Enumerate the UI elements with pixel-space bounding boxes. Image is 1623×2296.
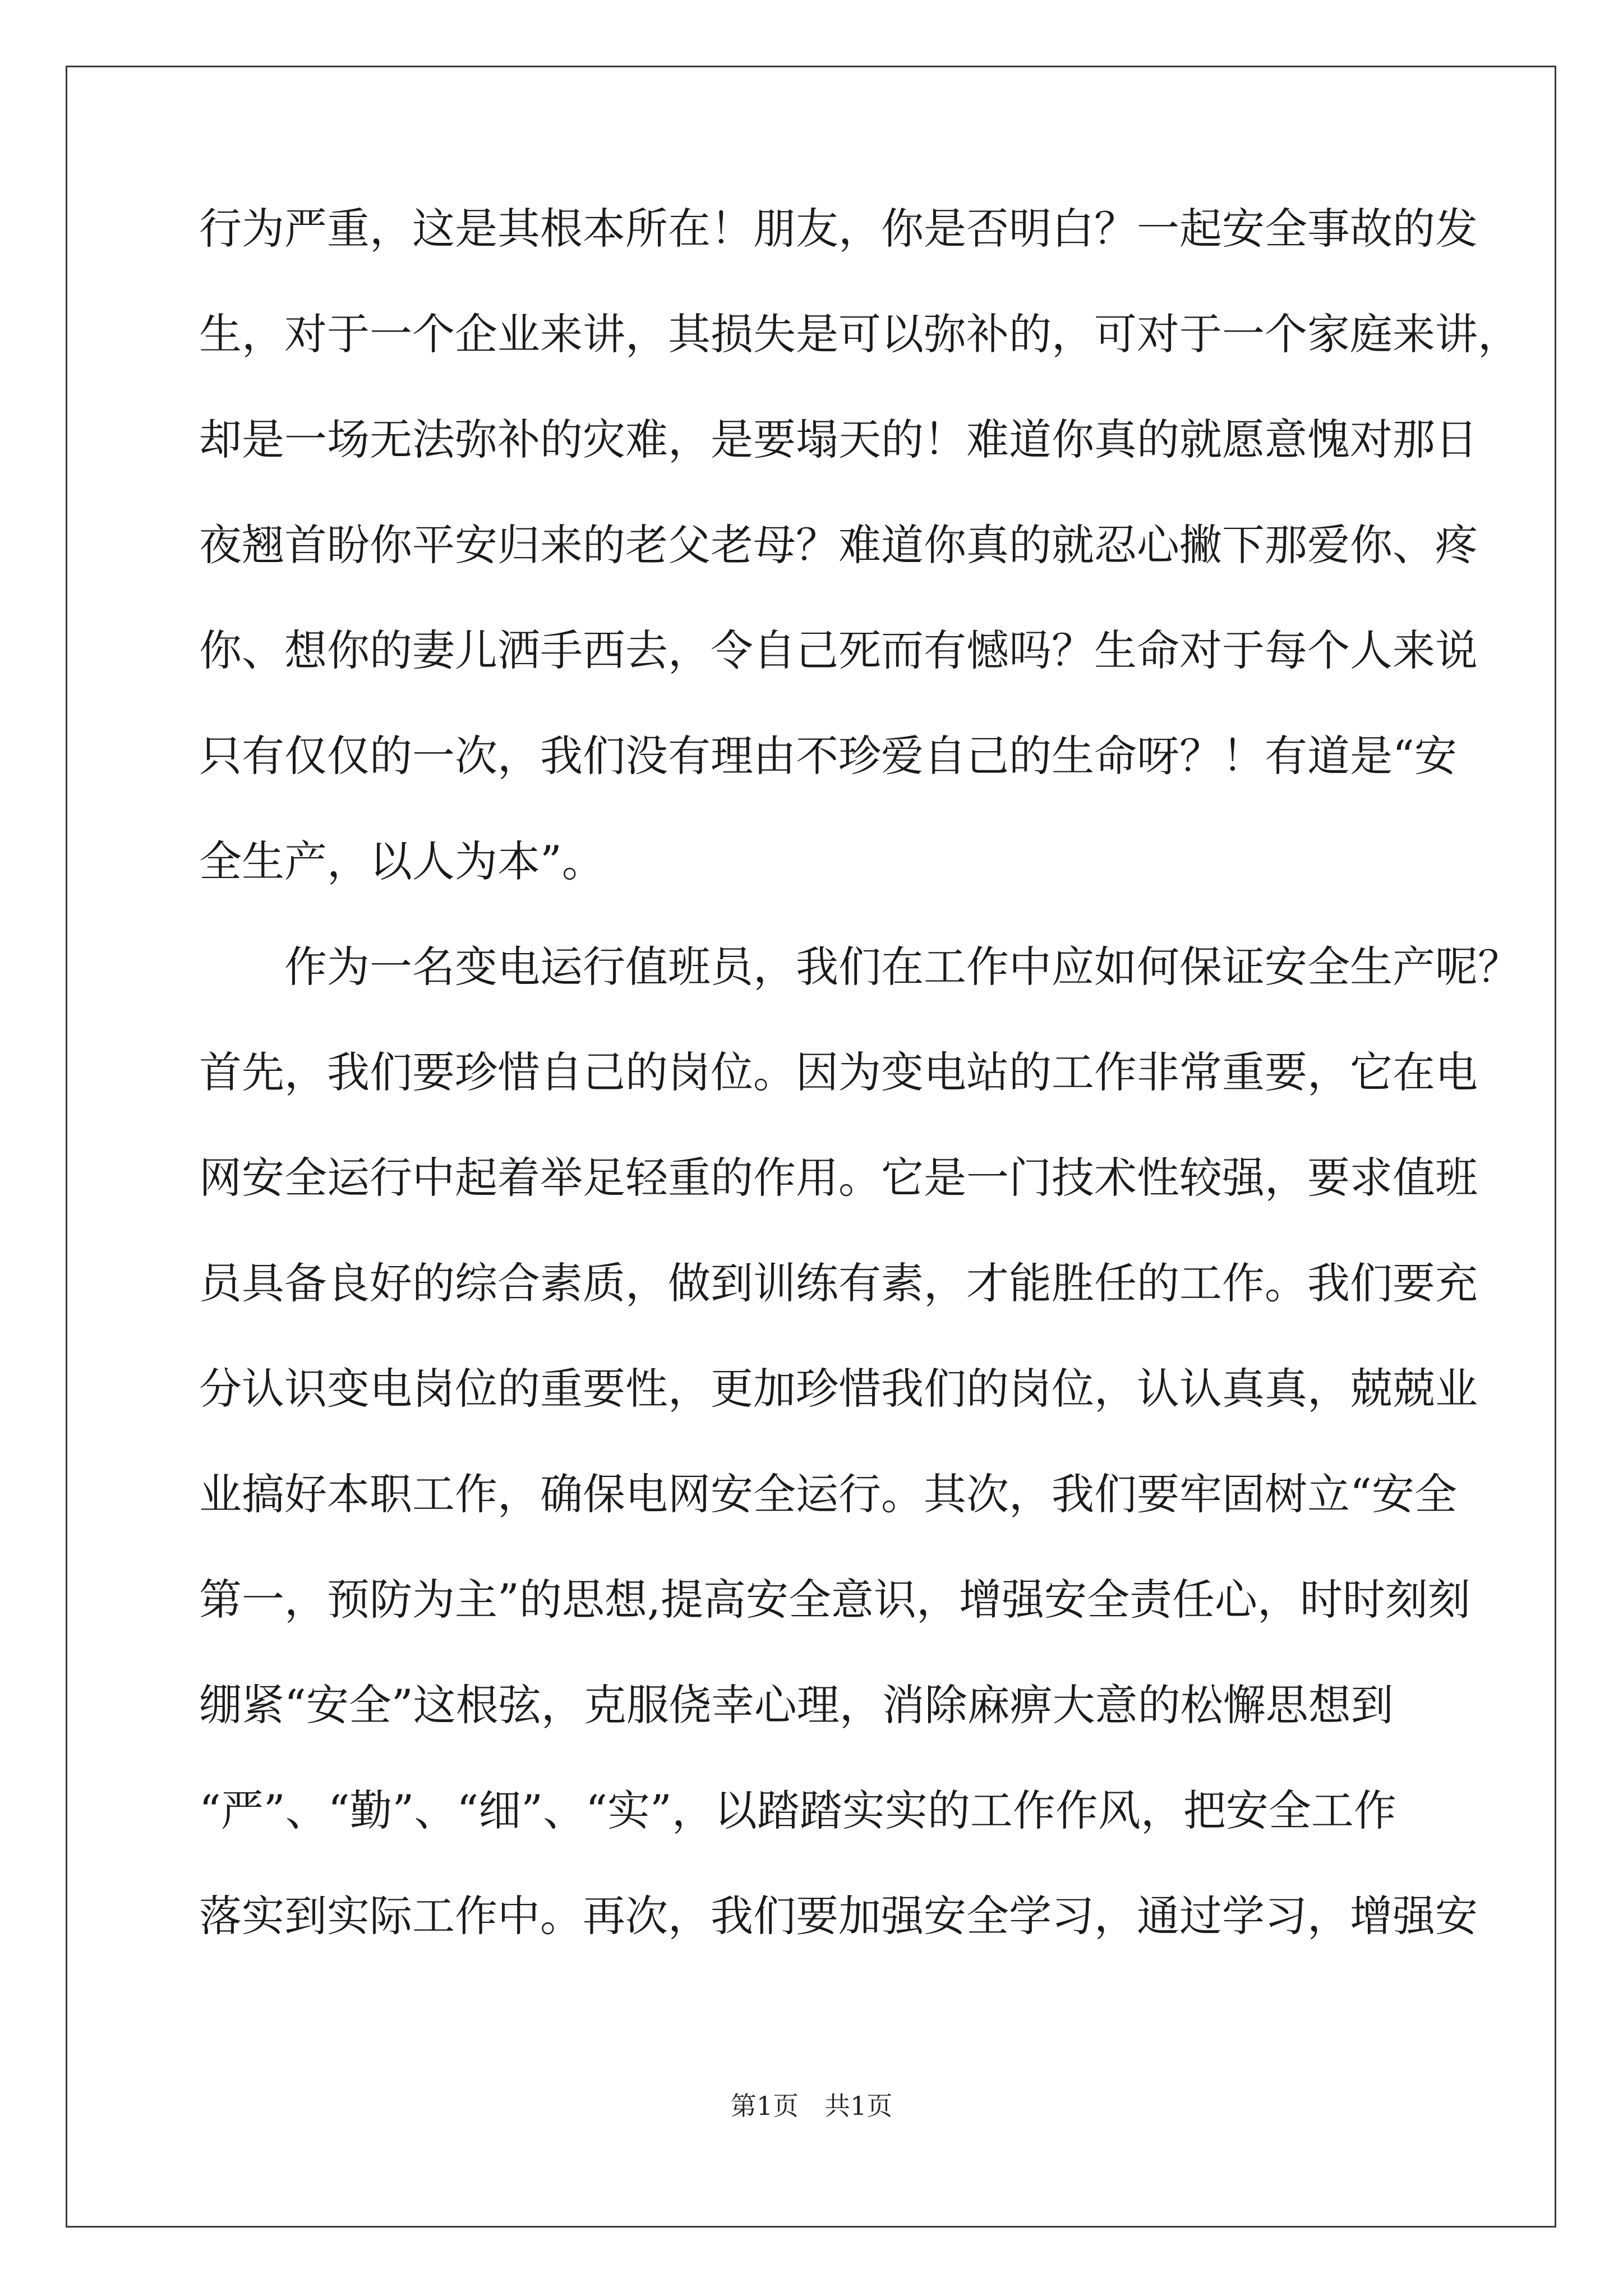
text-line: 落实到实际工作中。再次，我们要加强安全学习，通过学习，增强安 [199,1891,1478,1941]
text-line: 员具备良好的综合素质，做到训练有素，才能胜任的工作。我们要充 [199,1258,1478,1308]
text-line: 业搞好本职工作，确保电网安全运行。其次，我们要牢固树立“安全 [199,1469,1457,1519]
text-line: “严”、“勤”、“细”、“实”，以踏踏实实的工作作风，把安全工作 [199,1786,1396,1835]
text-line: 首先，我们要珍惜自己的岗位。因为变电站的工作非常重要，它在电 [199,1047,1478,1097]
text-line: 只有仅仅的一次，我们没有理由不珍爱自己的生命呀？！有道是“安 [199,731,1457,781]
text-line: 分认识变电岗位的重要性，更加珍惜我们的岗位，认认真真，兢兢业 [199,1364,1478,1414]
text-line: 第一，预防为主”的思想,提高安全意识，增强安全责任心，时时刻刻 [199,1575,1471,1625]
text-line: 你、想你的妻儿洒手西去，令自己死而有憾吗？生命对于每个人来说 [199,625,1478,675]
text-line: 夜翘首盼你平安归来的老父老母？难道你真的就忍心撇下那爱你、疼 [199,520,1478,570]
text-line: 作为一名变电运行值班员，我们在工作中应如何保证安全生产呢？ [199,942,1520,992]
text-line: 行为严重，这是其根本所在！朋友，你是否明白？一起安全事故的发 [199,204,1478,254]
text-line: 绷紧“安全”这根弦，克服侥幸心理，消除麻痹大意的松懈思想到 [199,1680,1394,1730]
page-footer: 第1页 共1页 [730,2091,893,2121]
text-line: 却是一场无法弥补的灾难，是要塌天的！难道你真的就愿意愧对那日 [199,415,1478,464]
text-line: 生，对于一个企业来讲，其损失是可以弥补的，可对于一个家庭来讲， [199,309,1520,359]
text-line: 网安全运行中起着举足轻重的作用。它是一门技术性较强，要求值班 [199,1153,1478,1203]
text-line: 全生产，以人为本”。 [199,836,605,886]
